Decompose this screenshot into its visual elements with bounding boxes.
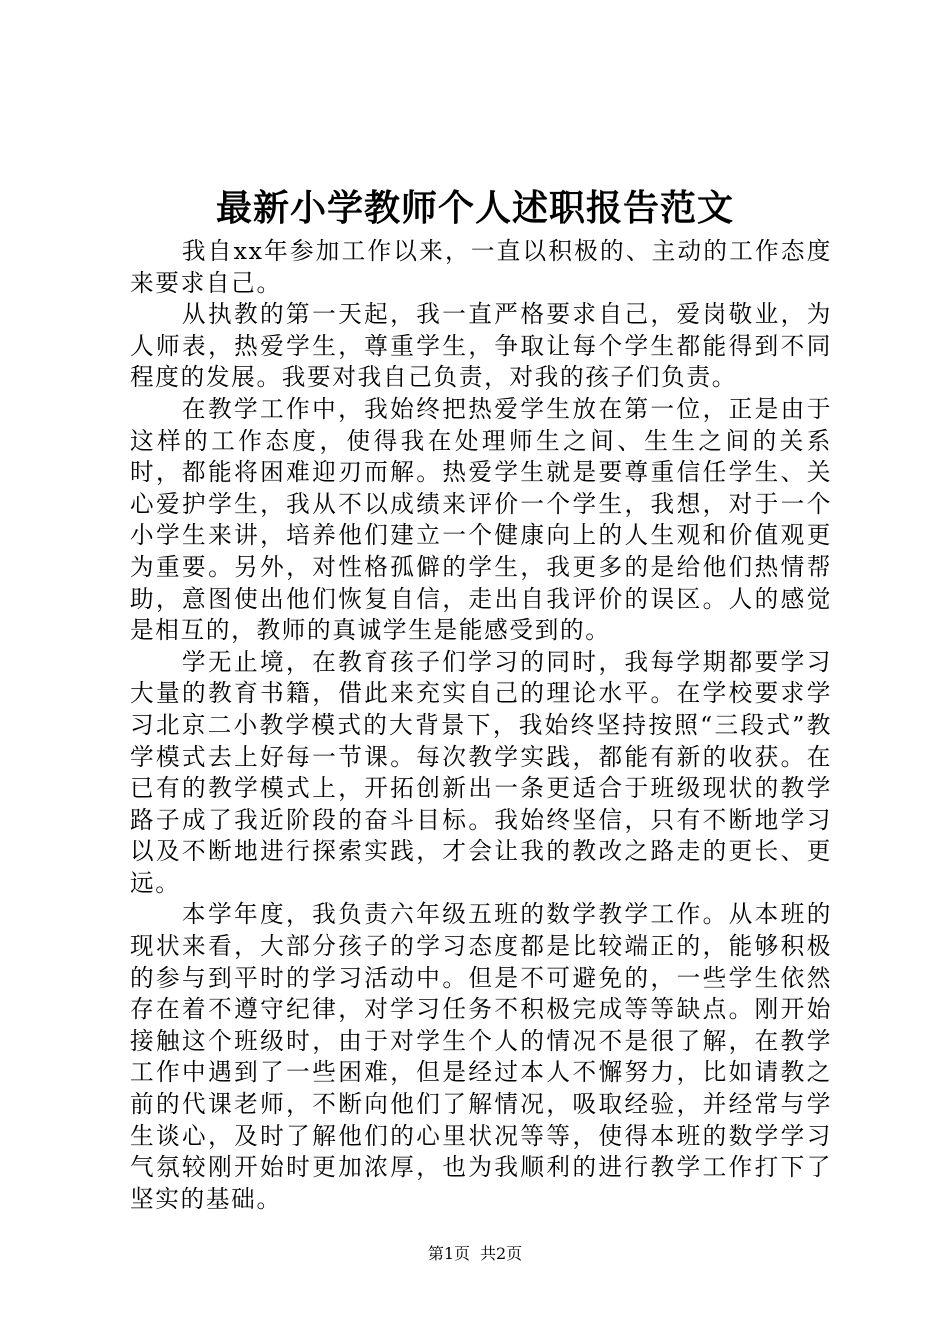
paragraph-5: 本学年度，我负责六年级五班的数学教学工作。从本班的现状来看，大部分孩子的学习态度都是比较端正的，能够积极的参与到平时的学习活动中。但是不可避免的，一些学生依然存在着不遵守纪律，对学习任务不积极完成等等缺点。刚开始接触这个班级时，由于对学生个人的情况不是很了解，在教学工作中遇到了一些困难，但是经过本人不懈努力，比如请教之前的代课老师，不断向他们了解情况，吸取经验，并经常与学生谈心，及时了解他们的心里状况等等，使得本班的数学学习气氛较刚开始时更加浓厚，也为我顺利的进行教学工作打下了坚实的基础。 (130, 900, 832, 1213)
page-number-current: 第1页 (427, 1244, 470, 1263)
paragraph-2: 从执教的第一天起，我一直严格要求自己，爱岗敬业，为人师表，热爱学生，尊重学生，争取让每个学生都能得到不同程度的发展。我要对我自己负责，对我的孩子们负责。 (130, 300, 832, 392)
paragraph-3: 在教学工作中，我始终把热爱学生放在第一位，正是由于这样的工作态度，使得我在处理师生之间、生生之间的关系时，都能将困难迎刃而解。热爱学生就是要尊重信任学生、关心爱护学生，我从不以成绩来评价一个学生，我想，对于一个小学生来讲，培养他们建立一个健康向上的人生观和价值观更为重要。另外，对性格孤僻的学生，我更多的是给他们热情帮助，意图使出他们恢复自信，走出自我评价的误区。人的感觉是相互的，教师的真诚学生是能感受到的。 (130, 394, 832, 645)
page-number-total: 共2页 (480, 1244, 523, 1263)
page-footer (0, 1244, 950, 1264)
document-body (130, 236, 832, 1215)
paragraph-1: 我自xx年参加工作以来，一直以积极的、主动的工作态度来要求自己。 (130, 237, 832, 297)
document-title: 最新小学教师个人述职报告范文 (215, 187, 734, 229)
paragraph-4: 学无止境，在教育孩子们学习的同时，我每学期都要学习大量的教育书籍，借此来充实自己的理论水平。在学校要求学习北京二小教学模式的大背景下，我始终坚持按照“三段式”教学模式去上好每一节课。每次教学实践，都能有新的收获。在已有的教学模式上，开拓创新出一条更适合于班级现状的教学路子成了我近阶段的奋斗目标。我始终坚信，只有不断地学习以及不断地进行探索实践，才会让我的教改之路走的更长、更远。 (130, 647, 832, 897)
